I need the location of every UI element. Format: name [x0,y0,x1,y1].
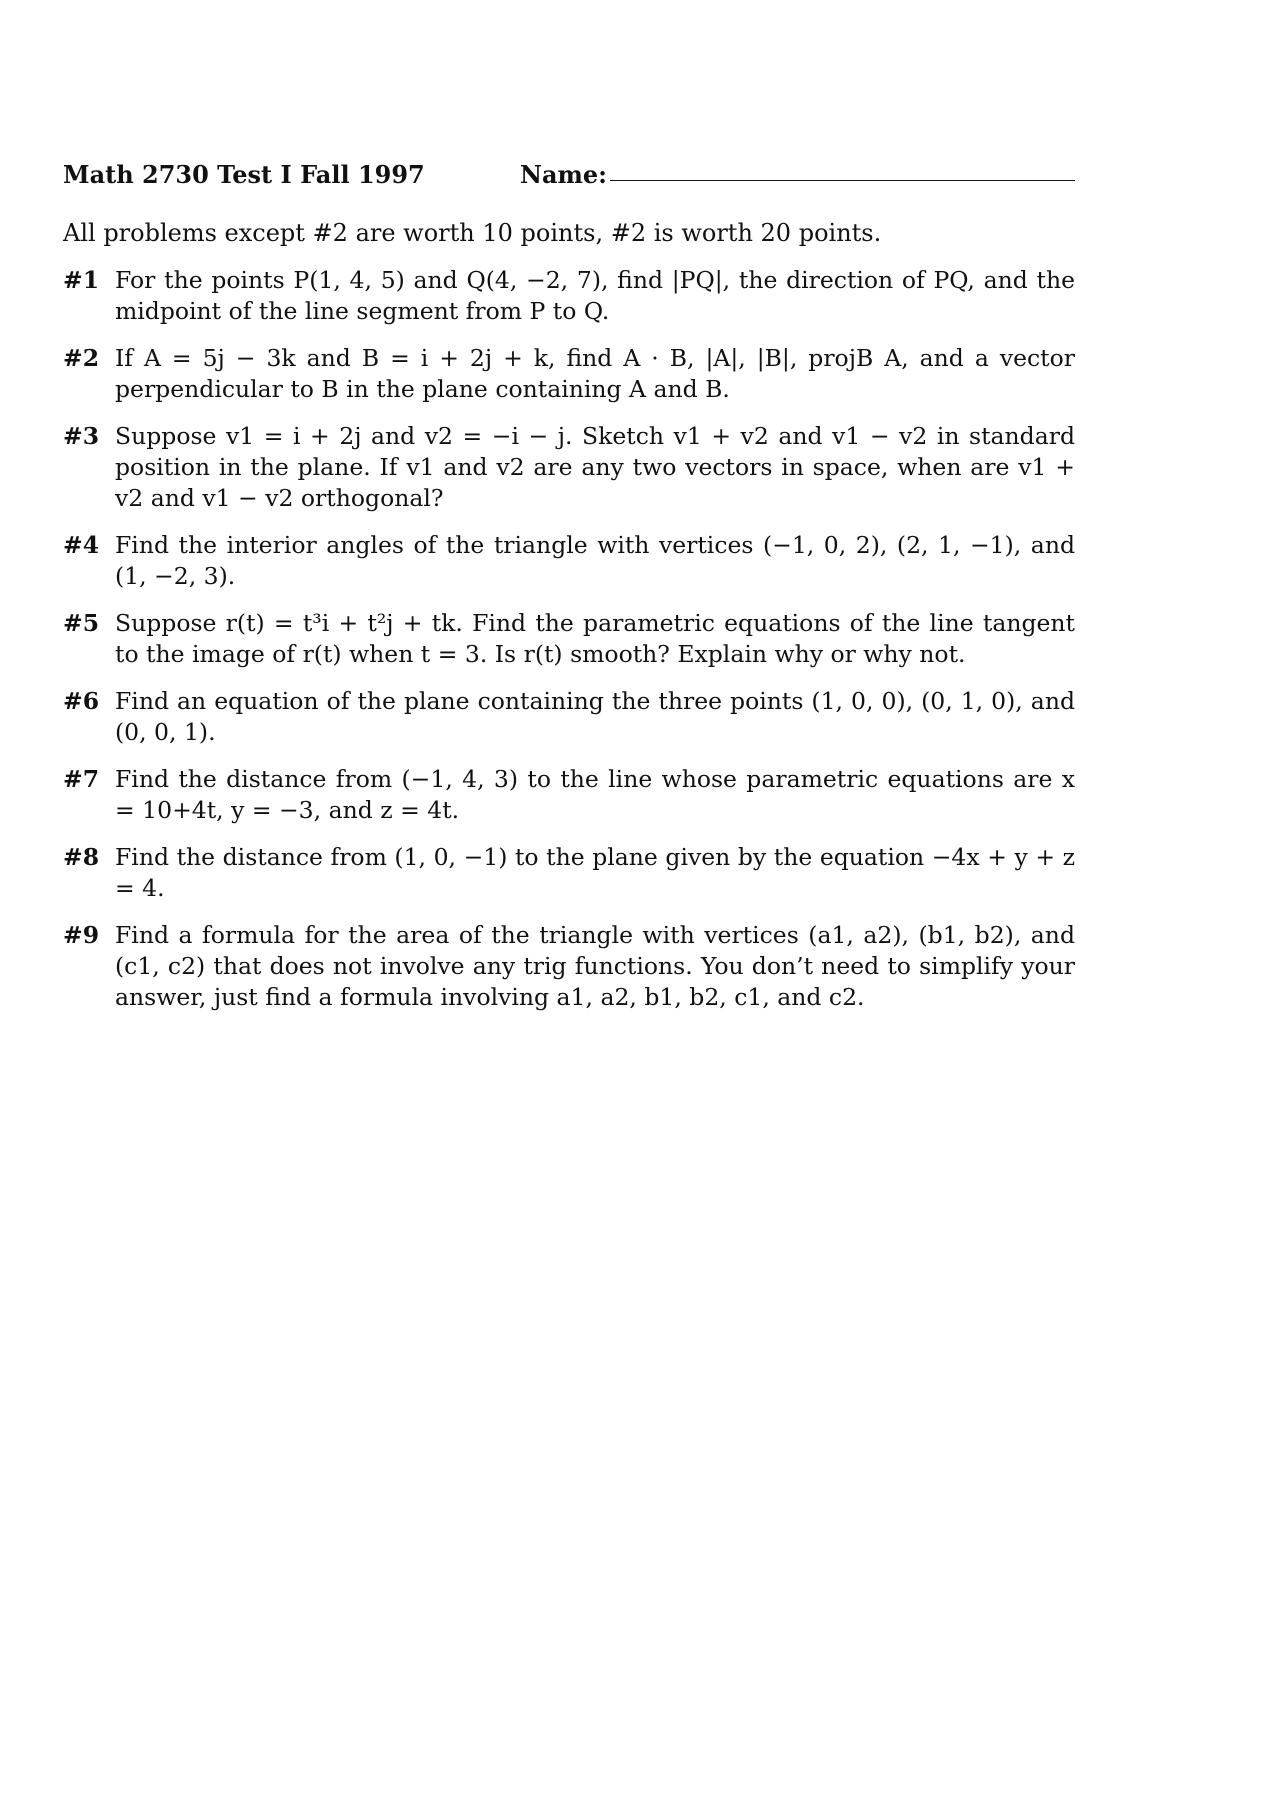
problem-6 [63,686,1075,748]
problem-text: Suppose v1 = i + 2j and v2 = −i − j. Sketch v1 + v2 and v1 − v2 in standard position in the plane. If v1 and v2 are any two vectors in space, when are v1 + v2 and v1 − v2 orthogonal? [115,422,1075,512]
problem-text: Find an equation of the plane containing the three points (1, 0, 0), (0, 1, 0), and (0, 0, 1). [115,687,1075,746]
problem-8 [63,842,1075,904]
problem-7 [63,764,1075,826]
problem-9 [63,920,1075,1013]
problem-number: #1 [63,266,100,294]
problem-text: Find a formula for the area of the triangle with vertices (a1, a2), (b1, b2), and (c1, c2) that does not involve any trig functions. You don’t need to simplify your answer, just find a formula involving a1, a2, b1, b2, c1, and c2. [115,921,1075,1011]
instructions: All problems except #2 are worth 10 points, #2 is worth 20 points. [63,219,882,247]
problem-number: #8 [63,843,100,871]
problem-number: #2 [63,344,100,372]
problem-number: #9 [63,921,100,949]
problem-number: #7 [63,765,100,793]
problem-number: #6 [63,687,100,715]
problem-5 [63,608,1075,670]
problem-3 [63,421,1075,514]
problem-text: Find the distance from (−1, 4, 3) to the line whose parametric equations are x = 10+4t, y = −3, and z = 4t. [115,765,1075,824]
test-header [63,152,1075,192]
problem-1 [63,265,1075,327]
problem-text: For the points P(1, 4, 5) and Q(4, −2, 7), find |PQ|, the direction of PQ, and the midpoint of the line segment from P to Q. [115,266,1075,325]
problem-number: #4 [63,531,100,559]
problem-text: Find the interior angles of the triangle with vertices (−1, 0, 2), (2, 1, −1), and (1, −2, 3). [115,531,1075,590]
problem-number: #5 [63,609,100,637]
test-title: Math 2730 Test I Fall 1997 [63,160,425,189]
problem-number: #3 [63,422,100,450]
problem-4 [63,530,1075,592]
problem-text: If A = 5j − 3k and B = i + 2j + k, find A · B, |A|, |B|, projB A, and a vector perpendicular to B in the plane containing A and B. [115,344,1075,403]
name-label: Name: [520,160,608,189]
problem-text: Suppose r(t) = t³i + t²j + tk. Find the parametric equations of the line tangent to the image of r(t) when t = 3. Is r(t) smooth? Explain why or why not. [115,609,1075,668]
problem-text: Find the distance from (1, 0, −1) to the plane given by the equation −4x + y + z = 4. [115,843,1075,902]
problem-2 [63,343,1075,405]
name-blank-line [610,180,1075,181]
test-page [63,152,1075,1013]
